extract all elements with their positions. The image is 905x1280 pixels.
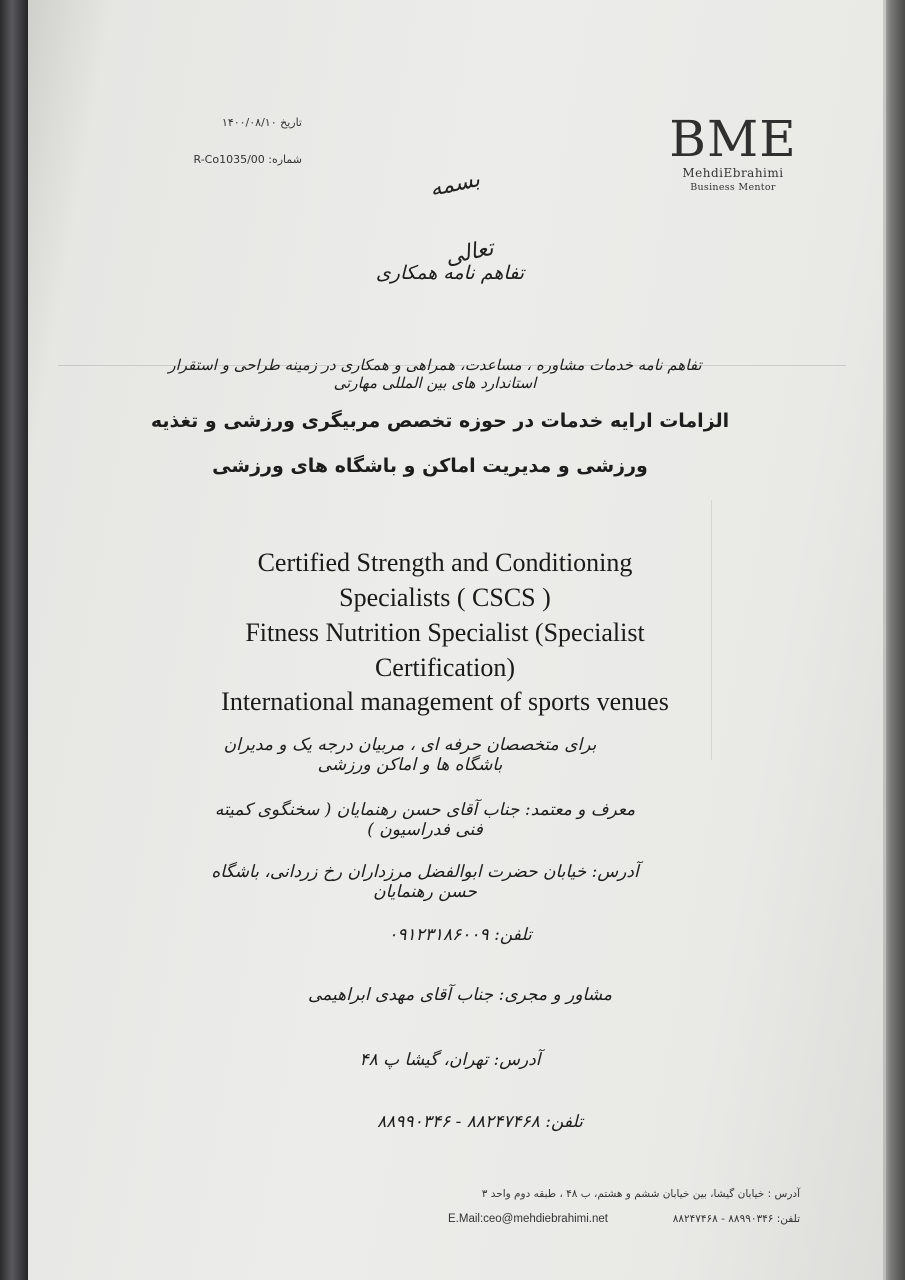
logo-mark: BME (669, 110, 797, 168)
footer-address: آدرس : خیابان گیشا، بین خیابان ششم و هشتم، ب ۴۸ ، طبقه دوم واحد ۳ (481, 1188, 800, 1200)
document-number: شماره: R-Co1035/00 (193, 153, 302, 166)
binder-left-edge (0, 0, 30, 1280)
company-logo (668, 112, 798, 193)
introducer-line: معرف و معتمد: جناب آقای حسن رهنمایان ( سخنگوی کمیته فنی فدراسیون ) (214, 800, 636, 840)
document-subtitle: تفاهم نامه خدمات مشاوره ، مساعدت، همراهی و همکاری در زمینه طراحی و استقرار استاندارد های بین المللی مهارتی (168, 356, 702, 392)
document-title: تفاهم نامه همکاری (375, 262, 525, 284)
document-date: تاریخ ۱۴۰۰/۰۸/۱۰ (221, 116, 302, 129)
sheet-edge (883, 0, 886, 1280)
advisor-phone: تلفن: ۸۸۲۴۷۴۶۸ - ۸۸۹۹۰۳۴۶ (377, 1112, 583, 1132)
introducer-phone: تلفن: ۰۹۱۲۳۱۸۶۰۰۹ (388, 925, 532, 945)
audience-line: برای متخصصان حرفه ای ، مربیان درجه یک و مدیران باشگاه ها و اماکن ورزشی (223, 735, 597, 775)
certification-line: Certified Strength and Conditioning (257, 548, 633, 577)
requirements-heading-line-2: ورزشی و مدیریت اماکن و باشگاه های ورزشی (212, 455, 648, 477)
logo-subtitle: Business Mentor (690, 182, 776, 193)
advisor-line: مشاور و مجری: جناب آقای مهدی ابراهیمی (308, 985, 612, 1005)
requirements-heading-line-1: الزامات ارایه خدمات در حوزه تخصص مربیگری ورزشی و تغذیه (150, 410, 730, 432)
certification-line: International management of sports venues (221, 687, 669, 716)
footer-phone: تلفن: ۸۸۹۹۰۳۴۶ - ۸۸۲۴۷۴۶۸ (672, 1213, 800, 1225)
certification-line: Specialists ( CSCS ) (339, 583, 551, 612)
introducer-address: آدرس: خیابان حضرت ابوالفضل مرزداران رخ زردانی، باشگاه حسن رهنمایان (211, 862, 639, 902)
certification-line: Certification) (374, 653, 516, 682)
footer-email[interactable]: E.Mail:ceo@mehdiebrahimi.net (448, 1213, 608, 1225)
advisor-address: آدرس: تهران، گیشا پ ۴۸ (359, 1050, 541, 1070)
certification-line: Fitness Nutrition Specialist (Specialist (245, 618, 645, 647)
logo-name: MehdiEbrahimi (682, 166, 784, 180)
bismillah-calligraphy: بسمه تعالی (427, 167, 496, 271)
